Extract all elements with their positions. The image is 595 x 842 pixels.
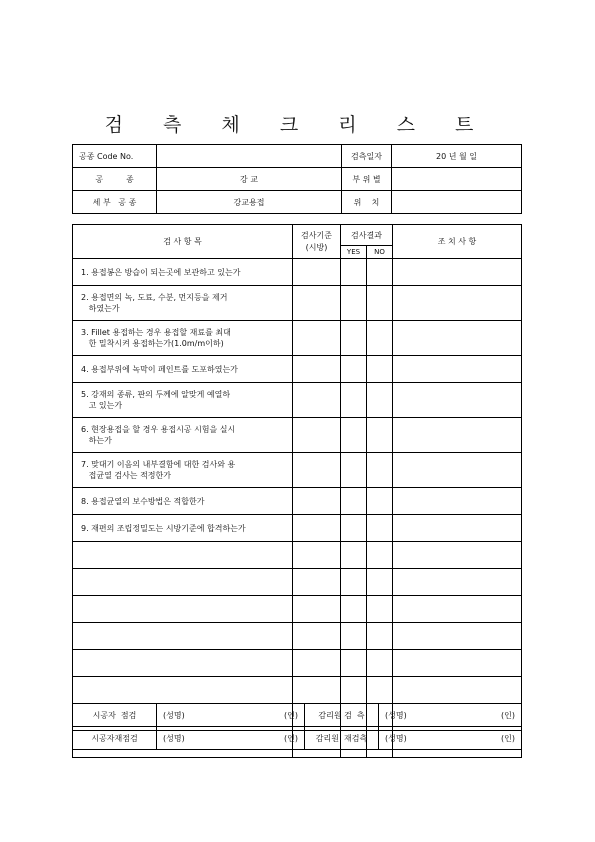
col-header-item: 검 사 항 목: [73, 225, 293, 259]
checklist-row: [73, 259, 522, 286]
checklist-item-text: 5. 강재의 종류, 판의 두께에 알맞게 예열하 고 있는가: [73, 383, 293, 418]
standard-cell[interactable]: [293, 453, 341, 488]
checklist-item-text: 8. 용접균열의 보수방법은 적합한가: [73, 488, 293, 515]
signature-table: [72, 703, 522, 750]
standard-cell[interactable]: [293, 677, 341, 704]
no-cell[interactable]: [367, 356, 393, 383]
standard-cell[interactable]: [293, 596, 341, 623]
header-table: [72, 144, 522, 214]
no-cell[interactable]: [367, 623, 393, 650]
yes-cell[interactable]: [341, 623, 367, 650]
no-cell[interactable]: [367, 259, 393, 286]
seal-placeholder: (인): [284, 710, 298, 720]
yes-cell[interactable]: [341, 515, 367, 542]
action-cell[interactable]: [393, 677, 522, 704]
checklist-item-text: 3. Fillet 용접하는 경우 용접할 재료를 최대 한 밀착시켜 용접하는가(1.0m/m이하): [73, 321, 293, 356]
seal-placeholder: (인): [501, 710, 515, 720]
checklist-row: [73, 418, 522, 453]
checklist-item-text: [73, 569, 293, 596]
checklist-row: [73, 569, 522, 596]
action-cell[interactable]: [393, 321, 522, 356]
action-cell[interactable]: [393, 542, 522, 569]
action-cell[interactable]: [393, 383, 522, 418]
contractor-recheck-signature-field[interactable]: [157, 727, 305, 750]
checklist-item-text: [73, 677, 293, 704]
action-cell[interactable]: [393, 623, 522, 650]
checklist-row: [73, 515, 522, 542]
standard-cell[interactable]: [293, 488, 341, 515]
contractor-signature-field[interactable]: [157, 704, 305, 727]
yes-cell[interactable]: [341, 542, 367, 569]
checklist-item-text: 2. 용접면의 녹, 도료, 수분, 먼지등을 제거 하였는가: [73, 286, 293, 321]
value-part[interactable]: [392, 168, 522, 191]
label-code-no: 공종 Code No.: [73, 145, 157, 168]
no-cell[interactable]: [367, 596, 393, 623]
checklist-row: [73, 321, 522, 356]
action-cell[interactable]: [393, 356, 522, 383]
checklist-header-row: [73, 225, 522, 246]
yes-cell[interactable]: [341, 569, 367, 596]
no-cell[interactable]: [367, 650, 393, 677]
standard-cell[interactable]: [293, 515, 341, 542]
action-cell[interactable]: [393, 569, 522, 596]
label-contractor-check: 시공자 점검: [73, 704, 157, 727]
signature-row-1: [73, 704, 522, 727]
yes-cell[interactable]: [341, 650, 367, 677]
checklist-table: [72, 224, 522, 758]
label-supervisor-reinspection: 감리원 재검측: [305, 727, 379, 750]
supervisor-reinspection-signature-field[interactable]: [379, 727, 522, 750]
standard-cell[interactable]: [293, 569, 341, 596]
yes-cell[interactable]: [341, 383, 367, 418]
label-location: 위 치: [342, 191, 392, 214]
document-title: 검 측 체 크 리 스 트: [104, 114, 491, 136]
action-cell[interactable]: [393, 286, 522, 321]
seal-placeholder: (인): [501, 733, 515, 743]
checklist-item-text: [73, 542, 293, 569]
action-cell[interactable]: [393, 488, 522, 515]
yes-cell[interactable]: [341, 418, 367, 453]
label-supervisor-inspection: 감리원 검 측: [305, 704, 379, 727]
label-inspection-date: 검측일자: [342, 145, 392, 168]
value-detail-work[interactable]: 강교용접: [157, 191, 342, 214]
value-location[interactable]: [392, 191, 522, 214]
yes-cell[interactable]: [341, 286, 367, 321]
no-cell[interactable]: [367, 453, 393, 488]
col-header-action: 조 치 사 항: [393, 225, 522, 259]
no-cell[interactable]: [367, 488, 393, 515]
yes-cell[interactable]: [341, 488, 367, 515]
value-code-no[interactable]: [157, 145, 342, 168]
no-cell[interactable]: [367, 569, 393, 596]
col-header-standard: 검사기준 (시방): [293, 225, 341, 259]
checklist-item-text: [73, 596, 293, 623]
no-cell[interactable]: [367, 418, 393, 453]
checklist-row: [73, 623, 522, 650]
standard-cell[interactable]: [293, 623, 341, 650]
checklist-row: [73, 383, 522, 418]
yes-cell[interactable]: [341, 356, 367, 383]
standard-cell[interactable]: [293, 321, 341, 356]
action-cell[interactable]: [393, 453, 522, 488]
checklist-row: [73, 286, 522, 321]
name-placeholder: (성명): [163, 710, 185, 720]
no-cell[interactable]: [367, 321, 393, 356]
checklist-row: [73, 488, 522, 515]
no-cell[interactable]: [367, 383, 393, 418]
yes-cell[interactable]: [341, 453, 367, 488]
no-cell[interactable]: [367, 515, 393, 542]
yes-cell[interactable]: [341, 259, 367, 286]
name-placeholder: (성명): [385, 710, 407, 720]
standard-cell[interactable]: [293, 542, 341, 569]
col-header-yes: YES: [341, 246, 367, 259]
checklist-item-text: 9. 재편의 조립정밀도는 시방기준에 합격하는가: [73, 515, 293, 542]
checklist-row: [73, 453, 522, 488]
yes-cell[interactable]: [341, 321, 367, 356]
label-detail-work: 세 부 공 종: [73, 191, 157, 214]
checklist-row: [73, 596, 522, 623]
no-cell[interactable]: [367, 677, 393, 704]
checklist-item-text: 1. 용접봉은 방습이 되는곳에 보관하고 있는가: [73, 259, 293, 286]
standard-cell[interactable]: [293, 259, 341, 286]
standard-cell[interactable]: [293, 383, 341, 418]
no-cell[interactable]: [367, 286, 393, 321]
checklist-item-text: [73, 650, 293, 677]
action-cell[interactable]: [393, 596, 522, 623]
header-row-work-type: [73, 168, 522, 191]
supervisor-signature-field[interactable]: [379, 704, 522, 727]
header-row-code: [73, 145, 522, 168]
standard-cell[interactable]: [293, 286, 341, 321]
standard-cell[interactable]: [293, 356, 341, 383]
seal-placeholder: (인): [284, 733, 298, 743]
standard-cell[interactable]: [293, 418, 341, 453]
checklist-row: [73, 650, 522, 677]
value-inspection-date[interactable]: 20 년 월 일: [392, 145, 522, 168]
signature-row-2: [73, 727, 522, 750]
label-contractor-recheck: 시공자재점검: [73, 727, 157, 750]
action-cell[interactable]: [393, 515, 522, 542]
yes-cell[interactable]: [341, 596, 367, 623]
action-cell[interactable]: [393, 418, 522, 453]
value-work-type[interactable]: 강 교: [157, 168, 342, 191]
label-work-type: 공 종: [73, 168, 157, 191]
checklist-body: [73, 259, 522, 758]
yes-cell[interactable]: [341, 677, 367, 704]
name-placeholder: (성명): [385, 733, 407, 743]
checklist-row: [73, 677, 522, 704]
standard-cell[interactable]: [293, 650, 341, 677]
checklist-row: [73, 542, 522, 569]
checklist-item-text: [73, 623, 293, 650]
checklist-row: [73, 356, 522, 383]
header-row-detail-work: [73, 191, 522, 214]
action-cell[interactable]: [393, 650, 522, 677]
checklist-item-text: 7. 맞대기 이음의 내부결함에 대한 검사와 용 접균열 검사는 적정한가: [73, 453, 293, 488]
action-cell[interactable]: [393, 259, 522, 286]
name-placeholder: (성명): [163, 733, 185, 743]
label-part: 부 위 별: [342, 168, 392, 191]
no-cell[interactable]: [367, 542, 393, 569]
checklist-item-text: 6. 현장용접을 할 경우 용접시공 시험을 실시 하는가: [73, 418, 293, 453]
checklist-item-text: 4. 용접부위에 녹막이 페인트를 도포하였는가: [73, 356, 293, 383]
col-header-result: 검사결과: [341, 225, 393, 246]
col-header-no: NO: [367, 246, 393, 259]
